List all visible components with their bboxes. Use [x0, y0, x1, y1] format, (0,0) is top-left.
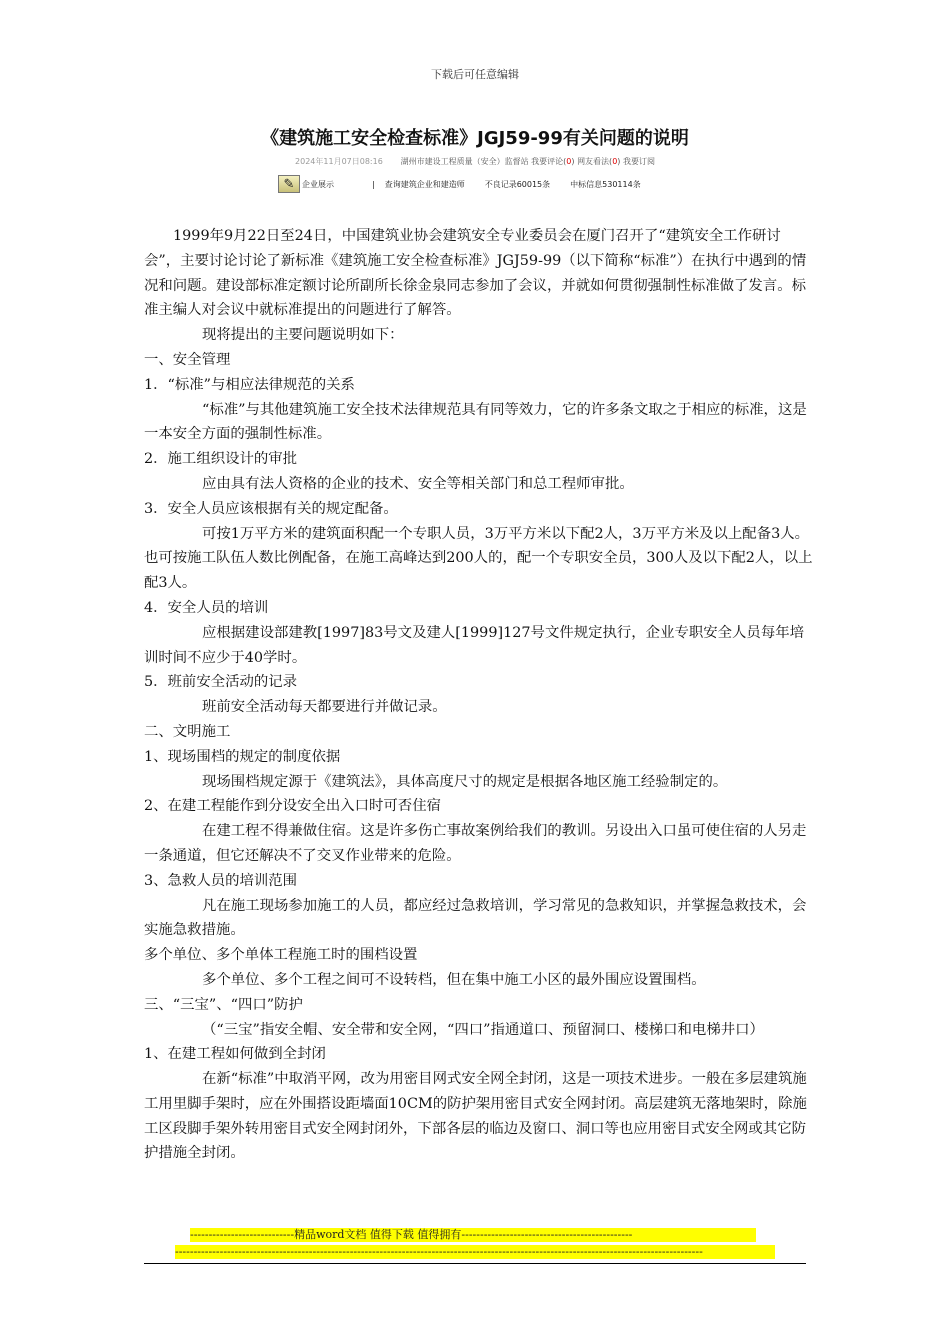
body-paragraph: 可按1万平方米的建筑面积配一个专职人员，3万平方米以下配2人，3万平方米及以上配备3人。也可按施工队伍人数比例配备，在施工高峰达到200人的，配一个专职安全员，300人及以下配2人，以上配3人。 [144, 525, 813, 592]
section-heading: 4．安全人员的培训 [144, 599, 269, 616]
subscribe-link[interactable]: 我要订阅 [622, 157, 655, 166]
body-paragraph: 应根据建设部建教[1997]83号文及建人[1999]127号文件规定执行，企业专职安全人员每年培训时间不应少于40学时。 [144, 624, 804, 666]
body-paragraph: 现将提出的主要问题说明如下： [202, 327, 404, 344]
body-paragraph: 现场围档规定源于《建筑法》，具体高度尺寸的规定是根据各地区施工经验制定的。 [202, 773, 728, 790]
body-paragraph: 1999年9月22日至24日，中国建筑业协会建筑安全专业委员会在厦门召开了“建筑安全工作研讨会”，主要讨论讨论了新标准《建筑施工安全检查标准》JGJ59-99（以下简称“标准”）在执行中遇到的情况和问题。建设部标准定额讨论所副所长徐金泉同志参加了会议，并就如何贯彻强制性标准做了发言。标准主编人对会议中就标准提出的问题进行了解答。 [144, 228, 807, 319]
section-heading: 1、在建工程如何做到全封闭 [144, 1046, 326, 1063]
source-label: 湖州市建设工程质量（安全）监督站 [400, 157, 529, 166]
body-paragraph: 班前安全活动每天都要进行并做记录。 [202, 699, 447, 716]
body-paragraph: 凡在施工现场参加施工的人员，都应经过急救培训，学习常见的急救知识，并掌握急救技术，会实施急救措施。 [144, 897, 807, 939]
section-heading: 5．班前安全活动的记录 [144, 674, 298, 691]
download-note: 下载后可任意编辑 [431, 68, 519, 81]
section-heading: 2、在建工程能作到分设安全出入口时可否住宿 [144, 798, 441, 815]
section-heading: 2．施工组织设计的审批 [144, 451, 298, 468]
footer-banner-line1: ----------------------------精品word文档 值得下载 值得拥有---------------------------------------------- [190, 1228, 756, 1242]
section-heading: 3、急救人员的培训范围 [144, 872, 298, 889]
page-title: 《建筑施工安全检查标准》JGJ59-99有关问题的说明 [261, 128, 689, 149]
body-paragraph: “标准”与其他建筑施工安全技术法律规范具有同等效力，它的许多条文取之于相应的标准，这是一本安全方面的强制性标准。 [144, 401, 807, 443]
opinion-link[interactable]: 网友看法(0) [577, 157, 621, 166]
section-heading: 三、“三宝”、“四口”防护 [144, 996, 303, 1013]
section-heading: 二、文明施工 [144, 723, 231, 740]
section-heading: 1．“标准”与相应法律规范的关系 [144, 376, 355, 393]
page-footer [144, 1228, 808, 1264]
body-paragraph: 应由具有法人资格的企业的技术、安全等相关部门和总工程师审批。 [202, 475, 634, 492]
footer-divider [144, 1263, 806, 1264]
bad-records-link[interactable]: 不良记录60015条 [484, 179, 551, 189]
section-heading: 1、现场围档的规定的制度依据 [144, 748, 341, 765]
body-paragraph: 多个单位、多个工程之间可不设转档，但在集中施工小区的最外围应设置围档。 [202, 971, 706, 988]
section-heading: 多个单位、多个单体工程施工时的围档设置 [144, 947, 418, 964]
footer-banner-line2: ---------------------------------------------------------------------------------------------------------------------------------------------- [175, 1245, 775, 1259]
section-heading: 一、安全管理 [144, 351, 231, 368]
toolbar-separator: | [372, 179, 375, 189]
article-body [144, 224, 814, 1166]
bid-info-link[interactable]: 中标信息530114条 [570, 179, 641, 189]
body-paragraph: （“三宝”指安全帽、安全带和安全网，“四口”指通道口、预留洞口、楼梯口和电梯井口） [202, 1021, 764, 1038]
company-display-link[interactable]: 企业展示 [302, 179, 334, 189]
opinion-count: 0 [612, 157, 618, 166]
body-paragraph: 在新“标准”中取消平网，改为用密目网式安全网全封闭，这是一项技术进步。一般在多层建筑施工用里脚手架时，应在外围搭设距墙面10CM的防护架用密目式安全网封闭。高层建筑无落地架时，除施工区段脚手架外转用密目式安全网封闭外，下部各层的临边及窗口、洞口等也应用密目式安全网或其它防护措施全封闭。 [144, 1071, 807, 1162]
article-meta [0, 156, 950, 167]
article-toolbar [278, 174, 661, 194]
section-heading: 3．安全人员应该根据有关的规定配备。 [144, 500, 398, 517]
publish-date: 2024年11月07日08:16 [295, 157, 383, 166]
comment-link[interactable]: 我要评论(0) [531, 157, 575, 166]
body-paragraph: 在建工程不得兼做住宿。这是许多伤亡事故案例给我们的教训。另设出入口虽可使住宿的人另走一条通道，但它还解决不了交叉作业带来的危险。 [144, 823, 807, 864]
query-enterprise-link[interactable]: 查询建筑企业和建造师 [384, 179, 465, 189]
comment-count: 0 [566, 157, 572, 166]
company-display-icon[interactable]: ✎ [278, 175, 300, 193]
